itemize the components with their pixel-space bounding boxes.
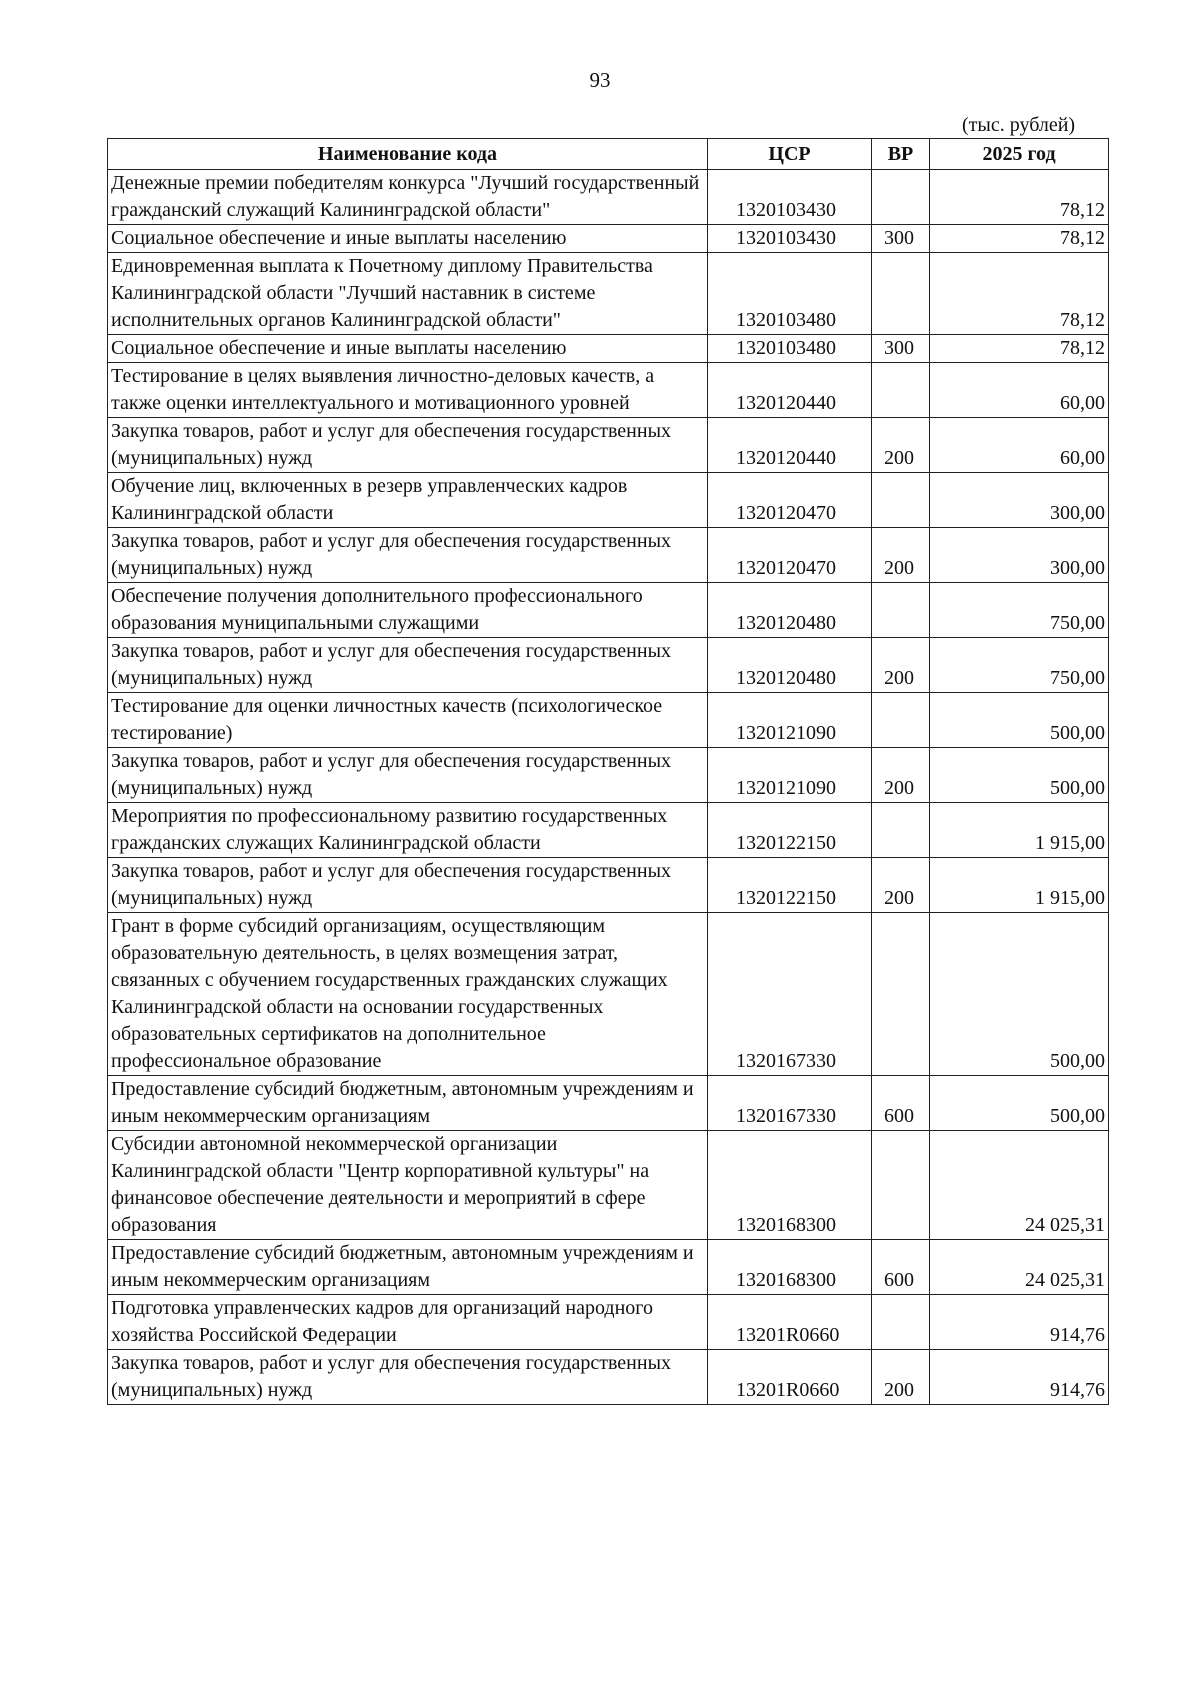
header-name: Наименование кода [108,139,708,170]
cell-vr [872,913,930,1076]
page-number: 93 [589,68,611,92]
cell-sum: 500,00 [930,1076,1109,1131]
cell-sum: 78,12 [930,335,1109,363]
cell-name: Подготовка управленческих кадров для организаций народного хозяйства Российской Федерации [108,1295,708,1350]
cell-sum: 914,76 [930,1295,1109,1350]
table-row [108,473,1109,528]
cell-name: Тестирование в целях выявления личностно-деловых качеств, а также оценки интеллектуального и мотивационного уровней [108,363,708,418]
header-sum: 2025 год [930,139,1109,170]
cell-name: Предоставление субсидий бюджетным, автономным учреждениям и иным некоммерческим организациям [108,1240,708,1295]
cell-name: Закупка товаров, работ и услуг для обеспечения государственных (муниципальных) нужд [108,858,708,913]
cell-name: Тестирование для оценки личностных качеств (психологическое тестирование) [108,693,708,748]
cell-name: Закупка товаров, работ и услуг для обеспечения государственных (муниципальных) нужд [108,748,708,803]
table-header-row [108,139,1109,170]
cell-vr: 600 [872,1076,930,1131]
budget-table [107,138,1109,1405]
table-row [108,170,1109,225]
table-row [108,913,1109,1076]
cell-vr [872,473,930,528]
cell-sum: 60,00 [930,363,1109,418]
cell-vr [872,253,930,335]
cell-csr: 1320103480 [708,253,872,335]
cell-csr: 1320120440 [708,418,872,473]
cell-csr: 1320167330 [708,1076,872,1131]
cell-name: Социальное обеспечение и иные выплаты населению [108,335,708,363]
cell-name: Социальное обеспечение и иные выплаты населению [108,225,708,253]
cell-csr: 1320103430 [708,170,872,225]
cell-csr: 1320103430 [708,225,872,253]
cell-csr: 1320168300 [708,1131,872,1240]
cell-csr: 1320122150 [708,803,872,858]
cell-vr: 200 [872,638,930,693]
table-row [108,583,1109,638]
header-vr: ВР [872,139,930,170]
cell-name: Закупка товаров, работ и услуг для обеспечения государственных (муниципальных) нужд [108,418,708,473]
cell-csr: 13201R0660 [708,1350,872,1405]
cell-csr: 1320121090 [708,748,872,803]
cell-csr: 1320122150 [708,858,872,913]
table-row [108,418,1109,473]
cell-vr: 200 [872,418,930,473]
cell-csr: 1320120480 [708,638,872,693]
cell-name: Денежные премии победителям конкурса "Лучший государственный гражданский служащий Калининградской области" [108,170,708,225]
units-label: (тыс. рублей) [962,114,1076,136]
cell-name: Обучение лиц, включенных в резерв управленческих кадров Калининградской области [108,473,708,528]
cell-sum: 914,76 [930,1350,1109,1405]
header-csr: ЦСР [708,139,872,170]
cell-csr: 1320121090 [708,693,872,748]
table-row [108,1295,1109,1350]
cell-vr [872,803,930,858]
cell-csr: 1320167330 [708,913,872,1076]
table-row [108,748,1109,803]
table-row [108,1076,1109,1131]
cell-name: Субсидии автономной некоммерческой организации Калининградской области "Центр корпоративной культуры" на финансовое обеспечение деятельности и мероприятий в сфере образования [108,1131,708,1240]
table-row [108,803,1109,858]
cell-sum: 750,00 [930,638,1109,693]
cell-name: Единовременная выплата к Почетному диплому Правительства Калининградской области "Лучший наставник в системе исполнительных органов Калининградской области" [108,253,708,335]
table-row [108,693,1109,748]
cell-sum: 24 025,31 [930,1240,1109,1295]
cell-sum: 1 915,00 [930,803,1109,858]
cell-sum: 78,12 [930,225,1109,253]
cell-csr: 1320120470 [708,473,872,528]
cell-name: Предоставление субсидий бюджетным, автономным учреждениям и иным некоммерческим организациям [108,1076,708,1131]
cell-sum: 300,00 [930,528,1109,583]
cell-sum: 1 915,00 [930,858,1109,913]
cell-vr [872,1131,930,1240]
table-row [108,225,1109,253]
cell-name: Обеспечение получения дополнительного профессионального образования муниципальными служащими [108,583,708,638]
cell-vr: 200 [872,858,930,913]
cell-sum: 500,00 [930,748,1109,803]
table-row [108,858,1109,913]
cell-vr: 300 [872,225,930,253]
cell-sum: 500,00 [930,913,1109,1076]
cell-sum: 60,00 [930,418,1109,473]
cell-sum: 300,00 [930,473,1109,528]
cell-vr [872,1295,930,1350]
cell-vr [872,363,930,418]
cell-csr: 1320168300 [708,1240,872,1295]
table-row [108,1131,1109,1240]
cell-csr: 1320120470 [708,528,872,583]
cell-csr: 1320120440 [708,363,872,418]
cell-csr: 13201R0660 [708,1295,872,1350]
cell-name: Мероприятия по профессиональному развитию государственных гражданских служащих Калининградской области [108,803,708,858]
cell-csr: 1320103480 [708,335,872,363]
cell-name: Закупка товаров, работ и услуг для обеспечения государственных (муниципальных) нужд [108,1350,708,1405]
table-row [108,335,1109,363]
cell-name: Закупка товаров, работ и услуг для обеспечения государственных (муниципальных) нужд [108,528,708,583]
cell-vr [872,170,930,225]
cell-sum: 78,12 [930,253,1109,335]
cell-sum: 24 025,31 [930,1131,1109,1240]
cell-vr: 300 [872,335,930,363]
cell-name: Грант в форме субсидий организациям, осуществляющим образовательную деятельность, в целях возмещения затрат, связанных с обучением государственных гражданских служащих Калининградской области на основании государственных образовательных сертификатов на дополнительное профессиональное образование [108,913,708,1076]
table-row [108,638,1109,693]
table-row [108,1240,1109,1295]
table-row [108,363,1109,418]
table-row [108,1350,1109,1405]
cell-vr [872,693,930,748]
cell-csr: 1320120480 [708,583,872,638]
cell-vr: 200 [872,1350,930,1405]
cell-vr: 600 [872,1240,930,1295]
cell-vr [872,583,930,638]
cell-name: Закупка товаров, работ и услуг для обеспечения государственных (муниципальных) нужд [108,638,708,693]
cell-sum: 500,00 [930,693,1109,748]
cell-sum: 78,12 [930,170,1109,225]
table-row [108,528,1109,583]
table-row [108,253,1109,335]
cell-vr: 200 [872,748,930,803]
cell-vr: 200 [872,528,930,583]
cell-sum: 750,00 [930,583,1109,638]
